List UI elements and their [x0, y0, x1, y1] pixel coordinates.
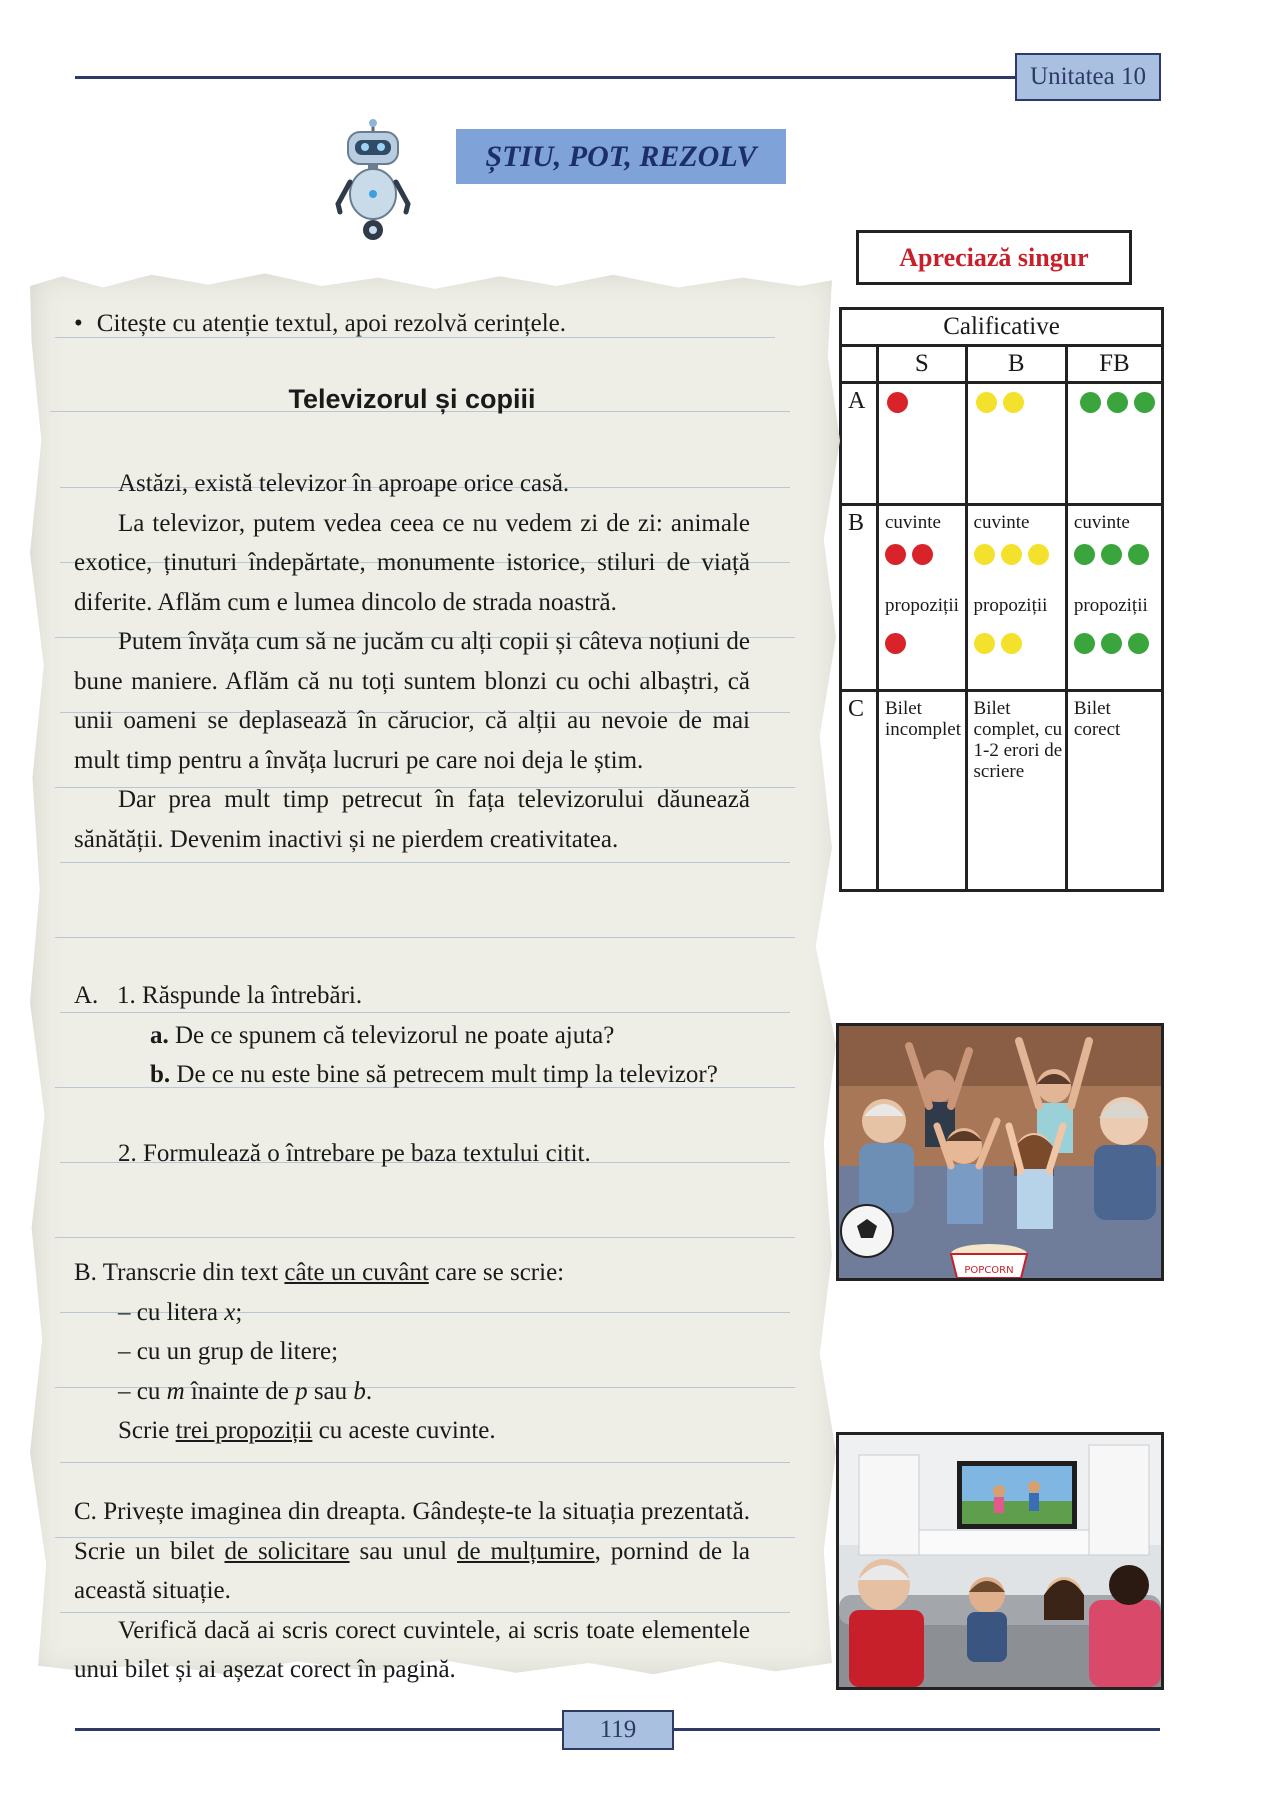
robot-icon [328, 118, 418, 244]
exercise-b [74, 1253, 750, 1451]
instruction-text: Citește cu atenție textul, apoi rezolvă cerințele. [96, 310, 567, 337]
exercise-a-item2: 2. Formulează o întrebare pe baza textului citit. [118, 1139, 591, 1167]
dot-yellow [974, 544, 995, 565]
question-a: a. De ce spunem că televizorul ne poate ajuta? [150, 1021, 615, 1049]
grading-table-title: Calificative [841, 309, 1163, 346]
dot-red [885, 633, 906, 654]
paper-line [60, 1462, 790, 1463]
story-paragraph: La televizor, putem vedea ceea ce nu vedem zi de zi: animale exotice, ținuturi îndepărtate, monumente istorice, stiluri de viață diferite. Aflăm cum e lumea dincolo de strada noastră. [74, 509, 750, 616]
sentences-label: propoziții [885, 595, 959, 617]
dot-green [1101, 633, 1122, 654]
row-a-b-dots [966, 383, 1066, 505]
grading-table [839, 307, 1164, 892]
paper-line [55, 937, 795, 938]
row-a-fb-dots [1066, 383, 1162, 505]
dot-yellow [1001, 633, 1022, 654]
column-b: B [966, 346, 1066, 383]
dot-green [1107, 392, 1128, 413]
story-paragraph: Dar prea mult timp petrecut în fața televizorului dăunează sănătății. Devenim inactivi și ne pierdem creativitatea. [74, 786, 750, 853]
exercise-b-item-1: – cu litera x; [118, 1298, 243, 1326]
section-title: ȘTIU, POT, REZOLV [456, 129, 786, 184]
story-title: Televizorul și copiii [288, 384, 536, 414]
row-label-a: A [841, 383, 878, 505]
family-cheering-photo [836, 1023, 1164, 1281]
words-label: cuvinte [973, 512, 1030, 533]
row-label-b: B [841, 505, 878, 691]
dot-green [1128, 544, 1149, 565]
paper-line [60, 862, 790, 863]
dot-red [885, 544, 906, 565]
dot-red [887, 392, 908, 413]
sentences-label: propoziții [973, 595, 1048, 617]
exercise-c-paragraph-2: Verifică dacă ai scris corect cuvintele, ai scris toate elementele unui bilet și ai așezat corect în pagină. [74, 1616, 750, 1683]
dot-green [1128, 633, 1149, 654]
words-label: cuvinte [1073, 512, 1130, 533]
dot-yellow [1028, 544, 1049, 565]
family-cheering-image [839, 1026, 1161, 1278]
row-b-b [966, 505, 1066, 691]
unit-label: Unitatea 10 [1015, 53, 1161, 101]
family-watching-tv-photo [836, 1432, 1164, 1690]
page-number: 119 [562, 1710, 674, 1750]
popcorn-label: POPCORN [964, 1265, 1014, 1276]
exercise-a-heading: A. 1. Răspunde la întrebări. [74, 982, 363, 1009]
row-c-fb: Bilet corect [1066, 691, 1162, 891]
row-b-s [878, 505, 967, 691]
row-a-s-dots [878, 383, 967, 505]
family-watching-tv-image [839, 1435, 1161, 1687]
dot-green [1080, 392, 1101, 413]
dot-green [1074, 544, 1095, 565]
dot-green [1134, 392, 1155, 413]
question-b: b. De ce nu este bine să petrecem mult timp la televizor? [150, 1061, 718, 1088]
paper-line [55, 1237, 795, 1238]
dot-green [1074, 633, 1095, 654]
dot-green [1101, 544, 1122, 565]
story-paragraph: Astăzi, există televizor în aproape orice casă. [118, 470, 570, 497]
dot-yellow [974, 633, 995, 654]
story-text [74, 464, 750, 859]
instruction: • Citește cu atenție textul, apoi rezolvă cerințele. [74, 310, 567, 337]
column-fb: FB [1066, 346, 1162, 383]
exercise-b-lead: B. Transcrie din text câte un cuvânt care se scrie: [74, 1259, 565, 1286]
row-label-c: C [841, 691, 878, 891]
row-c-s: Bilet incomplet [878, 691, 967, 891]
header-rule [75, 76, 1015, 79]
column-s: S [878, 346, 967, 383]
exercise-c-paragraph-1: C. Privește imaginea din dreapta. Gândește-te la situația prezentată. Scrie un bilet de solicitare sau unul de mulțumire, pornind de la această situație. [74, 1498, 750, 1604]
dot-red [912, 544, 933, 565]
sentences-label: propoziții [1073, 595, 1148, 617]
exercise-a [74, 976, 750, 1173]
story-paragraph: Putem învăța cum să ne jucăm cu alți copii și câteva noțiuni de bune maniere. Aflăm că nu toți suntem blonzi cu ochi albaștri, că unii oameni se deplasează în cărucior, că alții au nevoie de mai mult timp pentru a învăța lucruri pe care noi deja le știm. [74, 628, 750, 774]
exercise-b-item-2: – cu un grup de litere; [118, 1338, 339, 1365]
self-evaluation-title: Apreciază singur [856, 230, 1132, 285]
exercise-b-item-3: – cu m înainte de p sau b. [118, 1377, 373, 1405]
dot-yellow [976, 392, 997, 413]
dot-yellow [1003, 392, 1024, 413]
words-label: cuvinte [885, 512, 941, 533]
exercise-b-write: Scrie trei propoziții cu aceste cuvinte. [118, 1417, 496, 1444]
row-b-fb [1066, 505, 1162, 691]
dot-yellow [1001, 544, 1022, 565]
row-c-b: Bilet complet, cu 1-2 erori de scriere [966, 691, 1066, 891]
exercise-c [74, 1492, 750, 1690]
grading-corner-cell [841, 346, 878, 383]
